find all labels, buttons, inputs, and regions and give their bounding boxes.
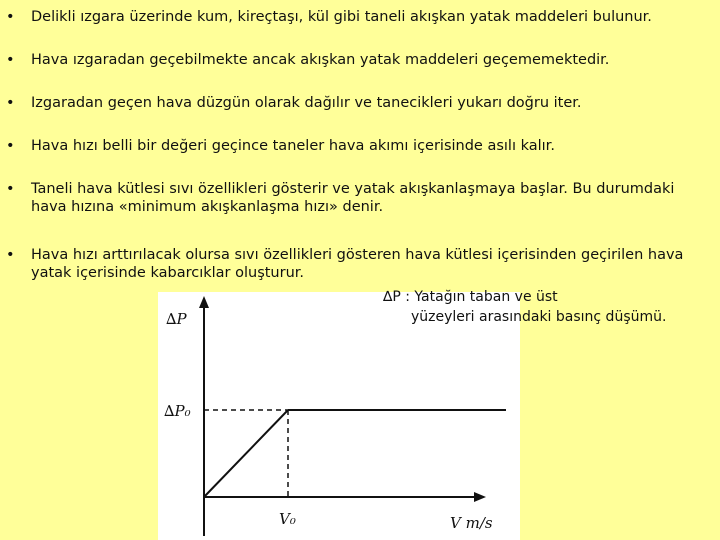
bullet-text: Taneli hava kütlesi sıvı özellikleri gösterir ve yatak akışkanlaşmaya başlar. Bu durumdaki hava hızına «minimum akışkanlaşma hızı» denir. [31,181,675,215]
v0-label: V₀ [279,510,296,528]
annotation-line-2: yüzeyleri arasındaki basınç düşümü. [411,309,667,325]
bullet-dot: • [6,52,15,68]
y-axis-label: ∆P [166,310,187,328]
rising-line [204,410,288,497]
bullet-text: Hava hızı belli bir değeri geçince taneler hava akımı içerisinde asılı kalır. [31,138,555,154]
y-axis-arrow [199,296,209,308]
level-label: ∆P₀ [164,402,191,420]
delta-p-annotation [383,287,666,327]
bullet-text: Hava hızı arttırılacak olursa sıvı özellikleri gösteren hava kütlesi içerisinden geçirilen hava yatak içerisinde kabarcıklar oluşturur. [31,247,684,281]
bullet-dot: • [6,181,15,197]
bullet-dot: • [6,247,15,263]
bullet-text: Izgaradan geçen hava düzgün olarak dağılır ve tanecikleri yukarı doğru iter. [31,95,582,111]
annotation-line-1: ∆P : Yatağın taban ve üst [383,289,558,305]
bullet-dot: • [6,138,15,154]
x-axis-arrow [474,492,486,502]
bullet-text: Hava ızgaradan geçebilmekte ancak akışkan yatak maddeleri geçememektedir. [31,52,610,68]
x-axis-label: V m/s [450,514,493,532]
bullet-text: Delikli ızgara üzerinde kum, kireçtaşı, kül gibi taneli akışkan yatak maddeleri bulunur. [31,9,652,25]
fluidization-graph [158,292,520,540]
fluidization-figure [158,292,520,540]
bullet-dot: • [6,9,15,25]
bullet-dot: • [6,95,15,111]
